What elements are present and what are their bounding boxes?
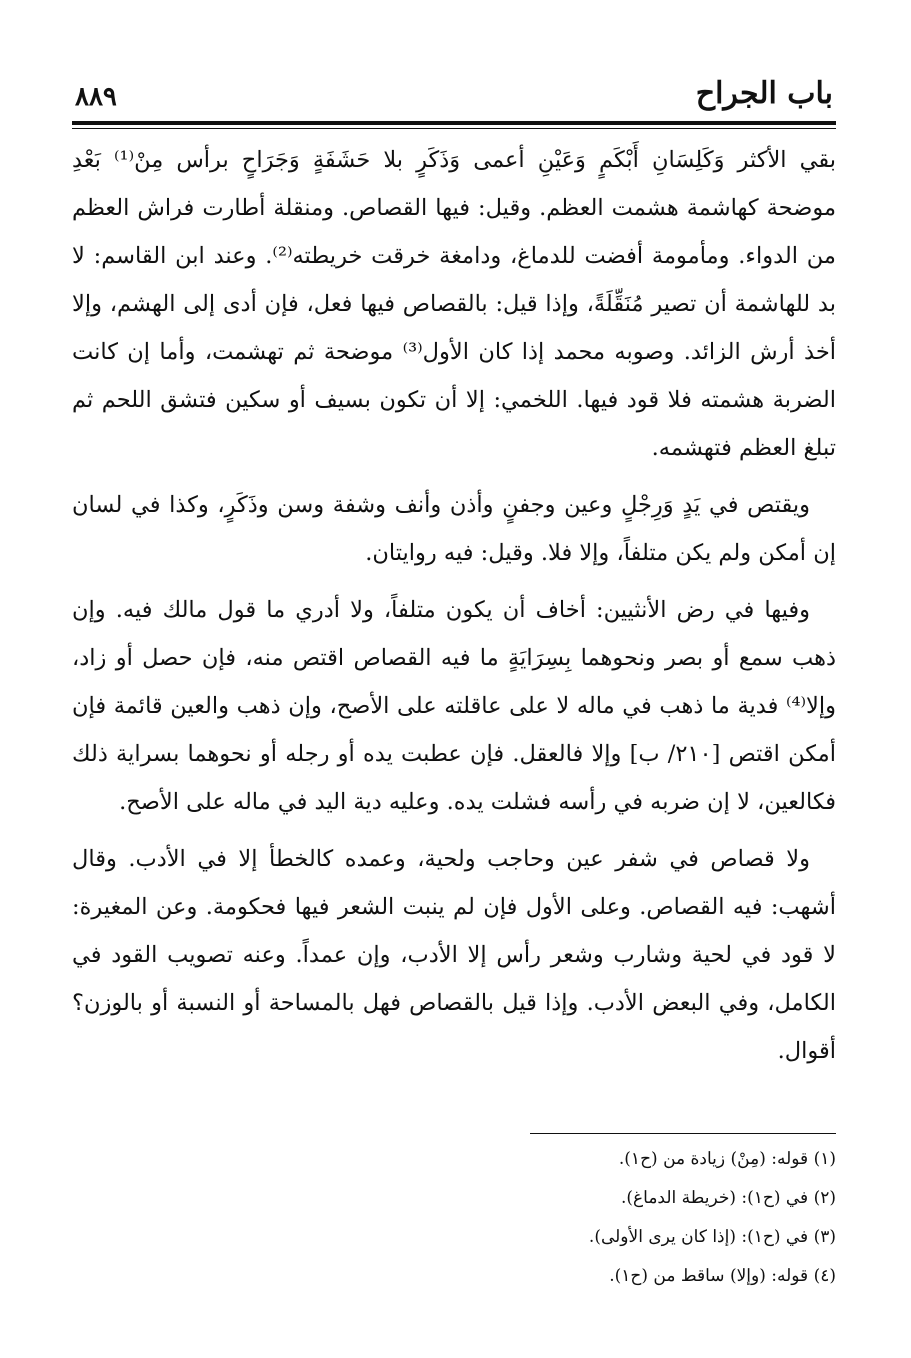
page-number: ٨٨٩ — [75, 82, 117, 112]
footnote-separator — [530, 1133, 836, 1134]
footnote-3: (٣) في (ح١): (إذا كان يرى الأولى). — [588, 1227, 836, 1247]
footnotes — [72, 1140, 836, 1296]
paragraph-2: ويقتص في يَدٍ وَرِجْلٍ وعين وجفنٍ وأذن وأنف وشفة وسن وذَكَرٍ، وكذا في لسان إن أمكن ولم يكن متلفاً، وإلا فلا. وقيل: فيه روايتان. — [72, 492, 836, 566]
paragraph-1: بقي الأكثر وَكَلِسَانِ أَبْكَمٍ وَعَيْنِ أعمى وَذَكَرٍ بلا حَشَفَةٍ وَجَرَاحٍ برأس مِنْ⁽¹⁾ بَعْدِ موضحة كهاشمة هشمت العظم. وقيل: فيها القصاص. ومنقلة أطارت فراش العظم من الدواء. ومأمومة أفضت للدماغ، ودامغة خرقت خريطته⁽²⁾. وعند ابن القاسم: لا بد للهاشمة أن تصير مُنَقِّلَةً، وإذا قيل: بالقصاص فيها فعل، فإن أدى إلى الهشم، وإلا أخذ أرش الزائد. وصوبه محمد إذا كان الأول⁽³⁾ موضحة ثم تهشمت، وأما إن كانت الضربة هشمته فلا قود فيها. اللخمي: إلا أن تكون بسيف أو سكين فتشق اللحم ثم تبلغ العظم فتهشمه. — [72, 147, 836, 461]
page-header — [75, 72, 833, 118]
footnote-4: (٤) قوله: (وإلا) ساقط من (ح١). — [609, 1266, 836, 1286]
header-rule-thick — [72, 121, 836, 125]
paragraph-3: وفيها في رض الأنثيين: أخاف أن يكون متلفاً، ولا أدري ما قول مالك فيه. وإن ذهب سمع أو بصر ونحوهما بِسِرَايَةٍ ما فيه القصاص اقتص منه، فإن حصل أو زاد، وإلا⁽⁴⁾ فدية ما ذهب في ماله لا على عاقلته على الأصح، وإن ذهب والعين قائمة فإن أمكن اقتص [٢١٠/ ب] وإلا فالعقل. فإن عطبت يده أو رجله أو نحوهما بسراية ذلك فكالعين، لا إن ضربه في رأسه فشلت يده. وعليه دية اليد في ماله على الأصح. — [72, 597, 836, 815]
header-rule-thin — [72, 128, 836, 129]
footnote-2: (٢) في (ح١): (خريطة الدماغ). — [620, 1188, 836, 1208]
paragraph-4: ولا قصاص في شفر عين وحاجب ولحية، وعمده كالخطأ إلا في الأدب. وقال أشهب: فيه القصاص. وعلى الأول فإن لم ينبت الشعر فيها فحكومة. وعن المغيرة: لا قود في لحية وشارب وشعر رأس إلا الأدب، وإن عمداً. وعنه تصويب القود في الكامل، وفي البعض الأدب. وإذا قيل بالقصاص فهل بالمساحة أو النسبة أو بالوزن؟ أقوال. — [72, 846, 836, 1064]
footnote-1: (١) قوله: (مِنْ) زيادة من (ح١). — [618, 1149, 836, 1169]
chapter-title: باب الجراح — [695, 76, 833, 111]
main-text — [72, 136, 836, 1084]
